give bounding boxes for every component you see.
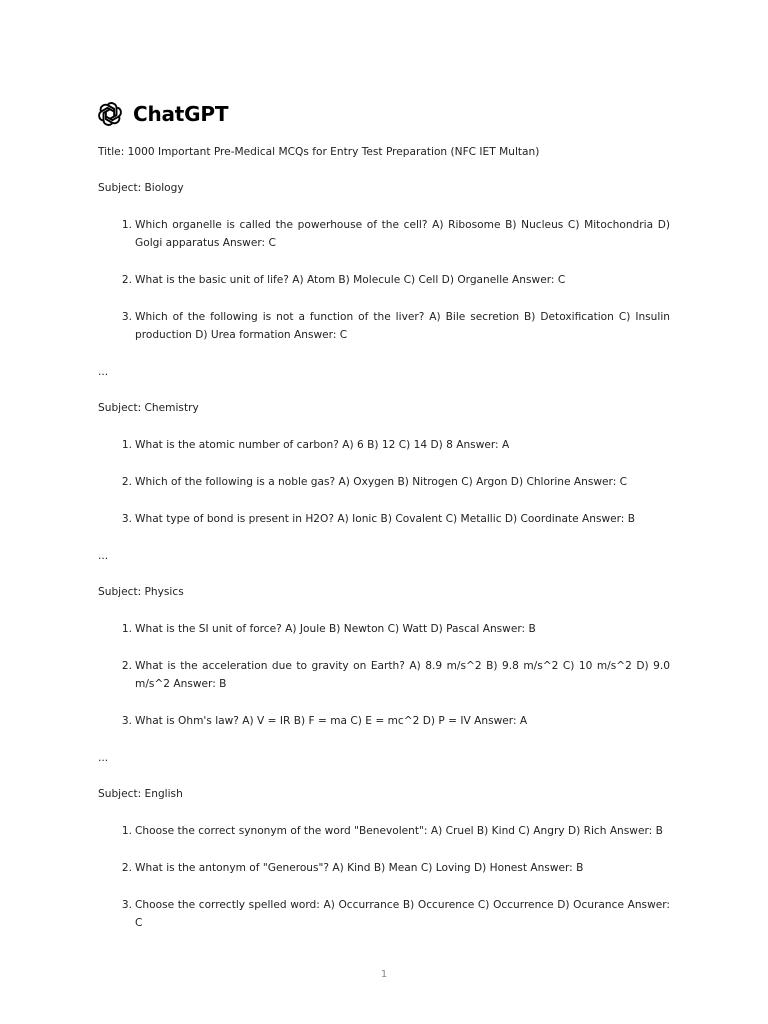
- subject-heading: Subject: English: [98, 788, 183, 800]
- question-text: What type of bond is present in H2O? A) Ionic B) Covalent C) Metallic D) Coordinate Answer: B: [135, 513, 636, 525]
- question-text: What is Ohm's law? A) V = IR B) F = ma C) E = mc^2 D) P = IV Answer: A: [135, 715, 528, 727]
- section-english: [98, 785, 670, 932]
- question-list: [98, 436, 670, 528]
- question-item: [98, 510, 670, 528]
- question-item: [98, 657, 670, 693]
- question-text: Which organelle is called the powerhouse of the cell? A) Ribosome B) Nucleus C) Mitochondria D) Golgi apparatus Answer: C: [135, 219, 670, 249]
- question-text: What is the SI unit of force? A) Joule B) Newton C) Watt D) Pascal Answer: B: [135, 623, 536, 635]
- question-text: What is the acceleration due to gravity on Earth? A) 8.9 m/s^2 B) 9.8 m/s^2 C) 10 m/s^2 D) 9.0 m/s^2 Answer: B: [135, 660, 670, 690]
- question-number: 1.: [121, 825, 132, 837]
- question-list: [98, 216, 670, 344]
- question-number: 3.: [121, 899, 132, 911]
- question-number: 2.: [121, 862, 132, 874]
- question-number: 3.: [121, 513, 132, 525]
- section-ellipsis: ...: [98, 752, 109, 764]
- question-number: 2.: [121, 274, 132, 286]
- document-title: Title: 1000 Important Pre-Medical MCQs for Entry Test Preparation (NFC IET Multan): [98, 146, 540, 158]
- question-item: [98, 859, 670, 877]
- question-item: [98, 822, 670, 840]
- subject-heading: Subject: Chemistry: [98, 402, 199, 414]
- document-body: [98, 143, 670, 932]
- question-number: 2.: [121, 660, 132, 672]
- section-ellipsis: ...: [98, 366, 109, 378]
- section-biology: [98, 179, 670, 381]
- question-list: [98, 822, 670, 932]
- page-number: 1: [380, 969, 388, 980]
- question-text: Choose the correctly spelled word: A) Occurrance B) Occurence C) Occurrence D) Ocurance Answer: C: [135, 899, 670, 929]
- question-text: What is the antonym of "Generous"? A) Kind B) Mean C) Loving D) Honest Answer: B: [135, 862, 584, 874]
- question-item: [98, 308, 670, 344]
- question-number: 2.: [121, 476, 132, 488]
- question-list: [98, 620, 670, 730]
- question-item: [98, 473, 670, 491]
- question-item: [98, 216, 670, 252]
- brand-header: [97, 100, 228, 128]
- section-chemistry: [98, 399, 670, 565]
- question-text: Which of the following is not a function of the liver? A) Bile secretion B) Detoxification C) Insulin production D) Urea formation Answer: C: [135, 311, 670, 341]
- section-physics: [98, 583, 670, 767]
- question-number: 3.: [121, 715, 132, 727]
- section-ellipsis: ...: [98, 550, 109, 562]
- question-number: 3.: [121, 311, 132, 323]
- question-text: What is the basic unit of life? A) Atom B) Molecule C) Cell D) Organelle Answer: C: [135, 274, 566, 286]
- openai-logo-icon: [97, 101, 123, 127]
- brand-name: ChatGPT: [133, 102, 229, 126]
- question-text: Choose the correct synonym of the word "Benevolent": A) Cruel B) Kind C) Angry D) Rich Answer: B: [135, 825, 663, 837]
- question-item: [98, 896, 670, 932]
- question-number: 1.: [121, 623, 132, 635]
- question-text: Which of the following is a noble gas? A) Oxygen B) Nitrogen C) Argon D) Chlorine Answer: C: [135, 476, 628, 488]
- question-item: [98, 620, 670, 638]
- question-item: [98, 271, 670, 289]
- question-item: [98, 436, 670, 454]
- subject-heading: Subject: Physics: [98, 586, 184, 598]
- question-number: 1.: [121, 439, 132, 451]
- subject-heading: Subject: Biology: [98, 182, 184, 194]
- question-text: What is the atomic number of carbon? A) 6 B) 12 C) 14 D) 8 Answer: A: [135, 439, 510, 451]
- question-number: 1.: [121, 219, 132, 231]
- question-item: [98, 712, 670, 730]
